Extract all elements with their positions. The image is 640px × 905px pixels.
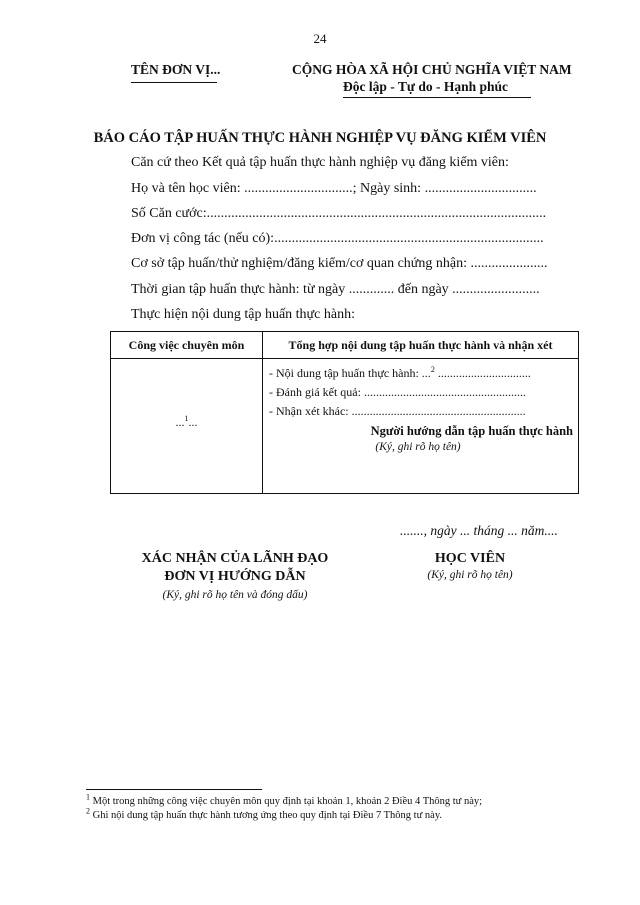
- training-period-line: Thời gian tập huấn thực hành: từ ngày ............. đến ngày .........................: [131, 282, 540, 297]
- footnote-2: $^2$ Ghi nội dung tập huấn thực hành tương ứng theo quy định tại Điều 7 Thông tư này.: [86, 806, 443, 821]
- footnote-separator: [86, 789, 262, 790]
- student-sign-note: (Ký, ghi rõ họ tên): [427, 569, 513, 581]
- training-content-line: Thực hiện nội dung tập huấn thực hành:: [131, 307, 355, 322]
- national-name: CỘNG HÒA XÃ HỘI CHỦ NGHĨA VIỆT NAM: [292, 62, 572, 77]
- report-title: BÁO CÁO TẬP HUẤN THỰC HÀNH NGHIỆP VỤ ĐĂNG KIỂM VIÊN: [93, 130, 547, 146]
- professional-work-placeholder: ...$^1$...: [175, 414, 198, 429]
- training-content-bullet: - Nội dung tập huấn thực hành: ...$^2$ ...............................: [269, 365, 531, 380]
- instructor-signer: Người hướng dẫn tập huấn thực hành: [370, 424, 573, 438]
- date-line: ......., ngày ... tháng ... năm....: [400, 523, 558, 538]
- basis-line: Căn cứ theo Kết quả tập huấn thực hành nghiệp vụ đăng kiểm viên:: [131, 155, 509, 170]
- table-row: [111, 359, 579, 494]
- professional-work-cell: [111, 359, 263, 494]
- table-header-row: [111, 332, 579, 359]
- result-evaluation-bullet: - Đánh giá kết quả: ......................................................: [269, 385, 526, 399]
- training-table: [110, 331, 579, 494]
- leader-confirm-title-1: XÁC NHẬN CỦA LÃNH ĐẠO: [141, 551, 329, 566]
- unit-name: TÊN ĐƠN VỊ...: [131, 62, 221, 77]
- header-professional-work: Công việc chuyên môn: [111, 332, 263, 359]
- footnote-ref-2: 2: [430, 365, 435, 374]
- training-facility-line: Cơ sở tập huấn/thử nghiệm/đăng kiểm/cơ quan chứng nhận: ......................: [131, 256, 548, 271]
- footnote-1: $^1$ Một trong những công việc chuyên môn quy định tại khoản 1, khoản 2 Điều 4 Thông tư này;: [86, 792, 483, 807]
- header-summary-comments: Tổng hợp nội dung tập huấn thực hành và nhận xét: [263, 332, 579, 359]
- national-motto: Độc lập - Tự do - Hạnh phúc: [343, 79, 509, 94]
- work-unit-line: Đơn vị công tác (nếu có):.............................................................................: [131, 231, 544, 246]
- summary-cell: [263, 359, 579, 494]
- leader-sign-note: (Ký, ghi rõ họ tên và đóng dấu): [162, 589, 308, 601]
- student-sign-title: HỌC VIÊN: [434, 551, 506, 566]
- footnote-ref-1: 1: [184, 414, 189, 423]
- trainee-name-line: Họ và tên học viên: ...............................; Ngày sinh: ................................: [131, 181, 537, 196]
- unit-name-underline: [131, 82, 217, 83]
- instructor-sign-note: (Ký, ghi rõ họ tên): [375, 441, 461, 453]
- leader-confirm-title-2: ĐƠN VỊ HƯỚNG DẪN: [164, 569, 306, 584]
- other-comments-bullet: - Nhận xét khác: ..........................................................: [269, 404, 526, 418]
- id-card-line: Số Căn cước:.................................................................................................: [131, 206, 547, 221]
- page-number: 24: [313, 31, 327, 46]
- motto-underline: [343, 97, 531, 98]
